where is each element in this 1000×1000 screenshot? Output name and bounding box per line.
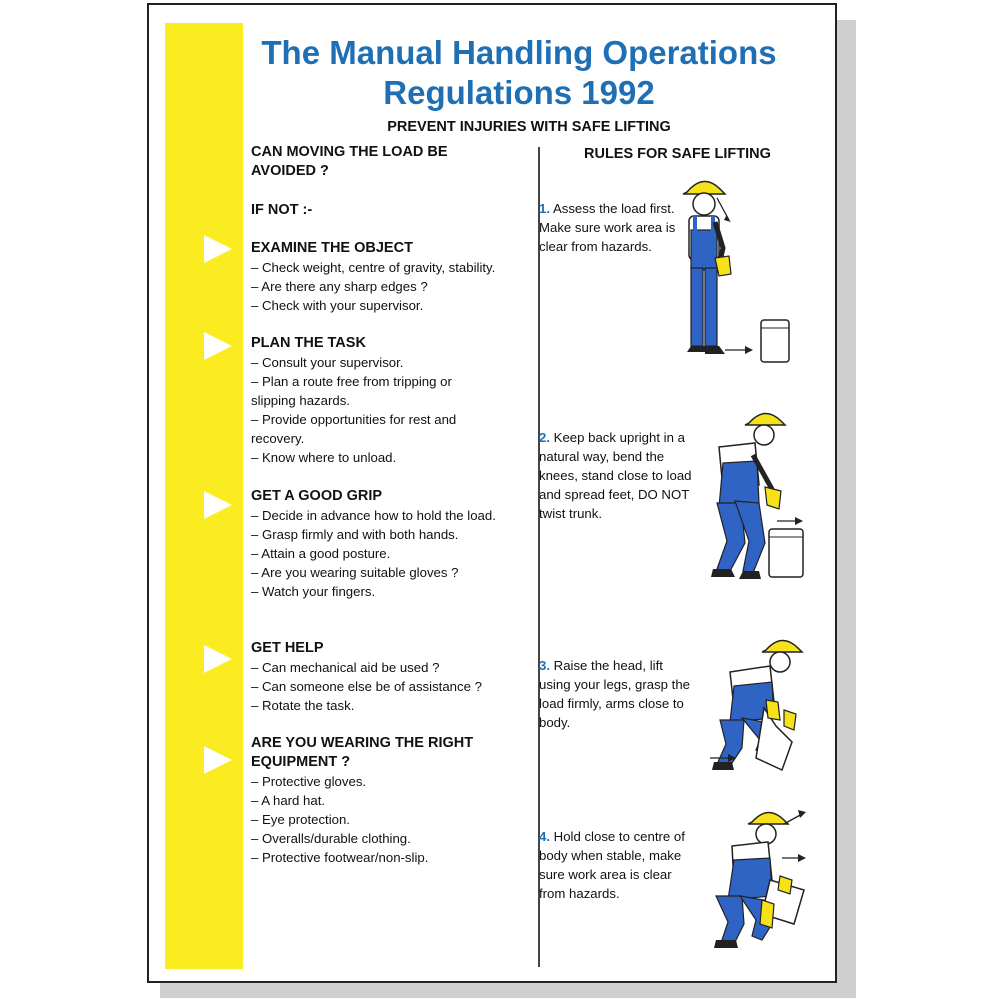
list-item: – Rotate the task.	[251, 698, 355, 713]
worker-lifting-illustration	[694, 630, 824, 780]
list-item: – Can someone else be of assistance ?	[251, 679, 482, 694]
list-item: – Protective footwear/non-slip.	[251, 850, 429, 865]
step-number: 2.	[539, 430, 550, 445]
step-text: Hold close to centre of body when stable, make sure work area is clear from hazards.	[539, 829, 685, 901]
list-item: – Plan a route free from tripping or slipping hazards.	[251, 374, 452, 408]
list-item: – Attain a good posture.	[251, 546, 391, 561]
step-2	[539, 428, 694, 523]
list-item: – Can mechanical aid be used ?	[251, 660, 440, 675]
title-line-1: The Manual Handling Operations	[261, 34, 777, 71]
list-item: – Overalls/durable clothing.	[251, 831, 411, 846]
avoid-question: CAN MOVING THE LOAD BE AVOIDED ?	[251, 144, 448, 179]
step-4	[539, 827, 694, 903]
step-number: 1.	[539, 201, 550, 216]
list-item: – Grasp firmly and with both hands.	[251, 527, 459, 542]
list-item: – Are you wearing suitable gloves ?	[251, 565, 459, 580]
worker-bending-knees-illustration	[689, 403, 819, 588]
list-item: – Provide opportunities for rest and recovery.	[251, 412, 457, 446]
title-line-2: Regulations 1992	[383, 74, 655, 111]
step-text: Keep back upright in a natural way, bend the knees, stand close to load and spread feet, DO NOT twist trunk.	[539, 430, 692, 521]
section-equipment	[251, 734, 526, 867]
arrow-marker-icon	[204, 332, 232, 360]
section-heading: GET A GOOD GRIP	[251, 488, 383, 504]
section-heading: ARE YOU WEARING THE RIGHT EQUIPMENT ?	[251, 735, 474, 770]
poster-subtitle: PREVENT INJURIES WITH SAFE LIFTING	[387, 119, 671, 135]
list-item: – Consult your supervisor.	[251, 355, 404, 370]
list-item: – A hard hat.	[251, 793, 326, 808]
list-item: – Eye protection.	[251, 812, 350, 827]
arrow-marker-icon	[204, 746, 232, 774]
list-item: – Decide in advance how to hold the load.	[251, 508, 496, 523]
arrow-marker-icon	[204, 491, 232, 519]
list-item: – Check weight, centre of gravity, stability.	[251, 260, 496, 275]
safety-poster	[147, 3, 837, 983]
arrow-marker-icon	[204, 645, 232, 673]
list-item: – Check with your supervisor.	[251, 298, 424, 313]
if-not-label: IF NOT :-	[251, 202, 313, 218]
step-3	[539, 656, 694, 732]
rules-heading: RULES FOR SAFE LIFTING	[584, 146, 771, 162]
worker-holding-load-illustration	[694, 800, 824, 960]
worker-assessing-load-illustration	[669, 170, 809, 370]
section-heading: PLAN THE TASK	[251, 335, 366, 351]
list-item: – Know where to unload.	[251, 450, 397, 465]
section-plan	[251, 334, 499, 467]
section-heading: GET HELP	[251, 640, 324, 656]
list-item: – Are there any sharp edges ?	[251, 279, 428, 294]
list-item: – Protective gloves.	[251, 774, 367, 789]
step-text: Assess the load first. Make sure work area is clear from hazards.	[539, 201, 676, 254]
list-item: – Watch your fingers.	[251, 584, 376, 599]
section-help	[251, 639, 536, 715]
poster-title	[199, 33, 837, 113]
section-grip	[251, 487, 506, 601]
arrow-marker-icon	[204, 235, 232, 263]
step-number: 4.	[539, 829, 550, 844]
step-number: 3.	[539, 658, 550, 673]
section-examine	[251, 239, 536, 315]
step-text: Raise the head, lift using your legs, grasp the load firmly, arms close to body.	[539, 658, 691, 730]
section-heading: EXAMINE THE OBJECT	[251, 240, 413, 256]
